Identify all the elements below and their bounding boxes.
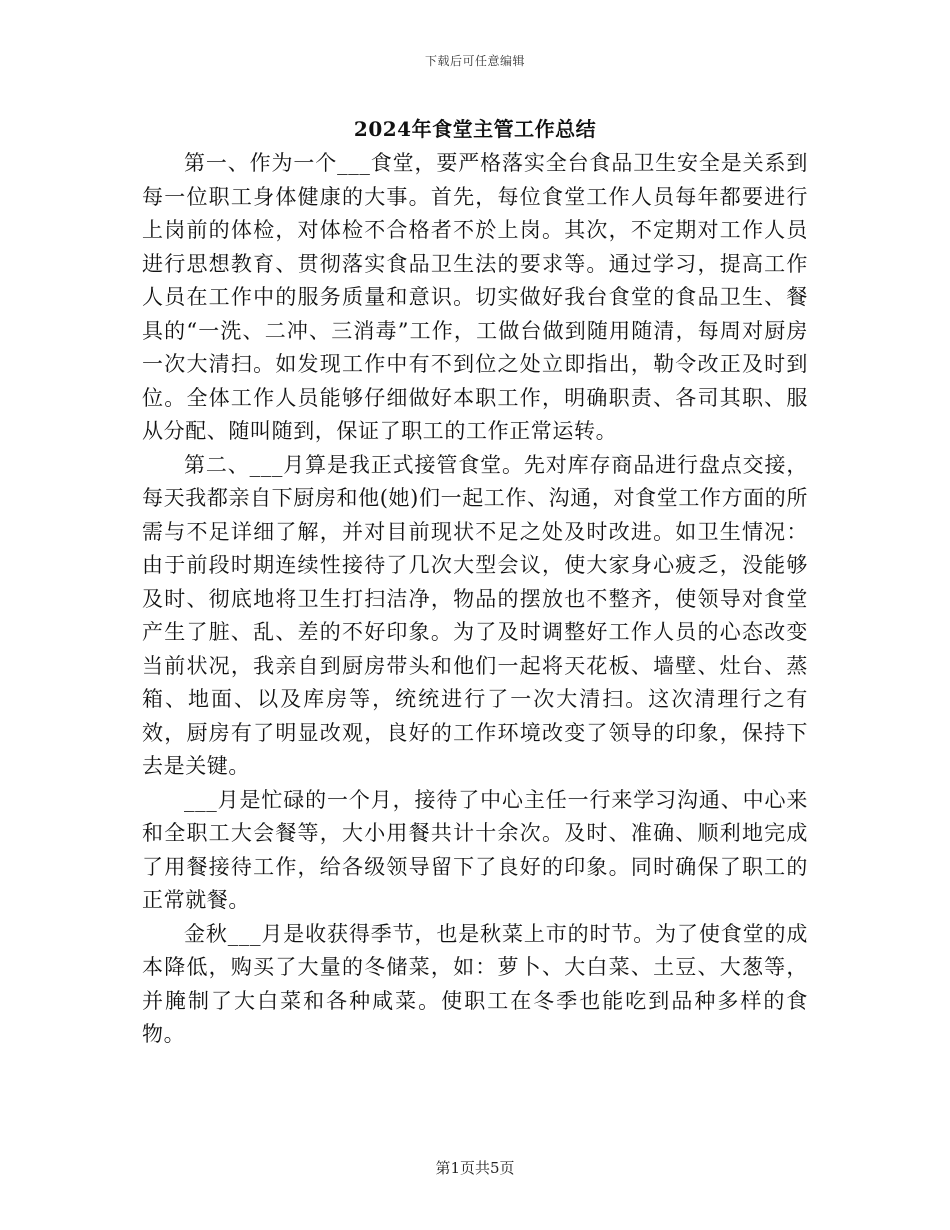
paragraph-3: ___月是忙碌的一个月，接待了中心主任一行来学习沟通、中心来和全职工大会餐等，大小用餐共计十余次。及时、准确、顺利地完成了用餐接待工作，给各级领导留下了良好的印象。同时确保了职工的正常就餐。 [142, 787, 808, 912]
paragraph-2: 第二、___月算是我正式接管食堂。先对库存商品进行盘点交接，每天我都亲自下厨房和他(她)们一起工作、沟通，对食堂工作方面的所需与不足详细了解，并对目前现状不足之处及时改进。如卫生情况：由于前段时期连续性接待了几次大型会议，使大家身心疲乏，没能够及时、彻底地将卫生打扫洁净，物品的摆放也不整齐，使领导对食堂产生了脏、乱、差的不好印象。为了及时调整好工作人员的心态改变当前状况，我亲自到厨房带头和他们一起将天花板、墙壁、灶台、蒸箱、地面、以及库房等，统统进行了一次大清扫。这次清理行之有效，厨房有了明显改观，良好的工作环境改变了领导的印象，保持下去是关键。 [142, 452, 808, 778]
paragraph-1: 第一、作为一个___食堂，要严格落实全台食品卫生安全是关系到每一位职工身体健康的大事。首先，每位食堂工作人员每年都要进行上岗前的体检，对体检不合格者不於上岗。其次，不定期对工作人员进行思想教育、贯彻落实食品卫生法的要求等。通过学习，提高工作人员在工作中的服务质量和意识。切实做好我台食堂的食品卫生、餐具的“一洗、二冲、三消毒”工作，工做台做到随用随清，每周对厨房一次大清扫。如发现工作中有不到位之处立即指出，勒令改正及时到位。全体工作人员能够仔细做好本职工作，明确职责、各司其职、服从分配、随叫随到，保证了职工的工作正常运转。 [142, 151, 808, 443]
paragraph-4: 金秋___月是收获得季节，也是秋菜上市的时节。为了使食堂的成本降低，购买了大量的冬储菜，如：萝卜、大白菜、土豆、大葱等，并腌制了大白菜和各种咸菜。使职工在冬季也能吃到品种多样的食物。 [142, 921, 808, 1046]
page-header-note: 下载后可任意编辑 [424, 54, 525, 68]
document-title: 2024年食堂主管工作总结 [353, 117, 597, 141]
page-number: 第1页共5页 [435, 1159, 515, 1177]
document-body [142, 147, 808, 1052]
